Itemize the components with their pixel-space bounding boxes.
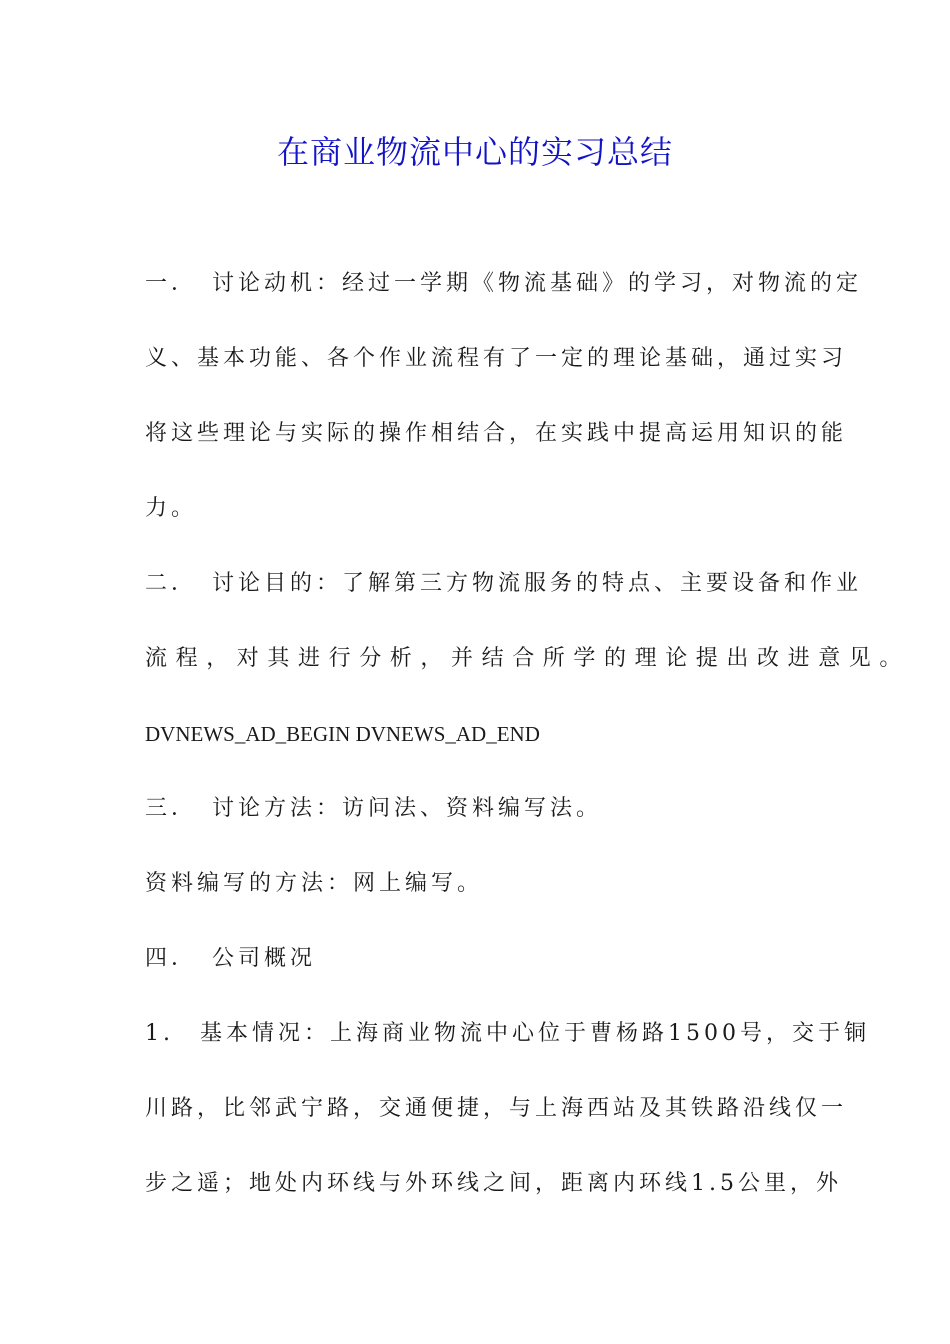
paragraph-line: 流程，对其进行分析，并结合所学的理论提出改进意见。: [145, 646, 911, 671]
paragraph-line: 资料编写的方法：网上编写。: [145, 871, 484, 896]
ad-marker-line: DVNEWS_AD_BEGIN DVNEWS_AD_END: [145, 722, 540, 746]
paragraph-line: 一． 讨论动机：经过一学期《物流基础》的学习，对物流的定: [145, 271, 863, 296]
paragraph-line: 三． 讨论方法：访问法、资料编写法。: [145, 796, 603, 821]
document-title: 在商业物流中心的实习总结: [276, 133, 673, 171]
paragraph-line: 步之遥；地处内环线与外环线之间，距离内环线1.5公里，外: [145, 1171, 842, 1196]
paragraph-line: 义、基本功能、各个作业流程有了一定的理论基础，通过实习: [145, 346, 848, 371]
section-heading: 四． 公司概况: [145, 946, 317, 971]
paragraph-line: 1. 基本情况：上海商业物流中心位于曹杨路1500号，交于铜: [145, 1021, 870, 1046]
paragraph-line: 将这些理论与实际的操作相结合，在实践中提高运用知识的能: [145, 421, 848, 446]
paragraph-line: 二． 讨论目的：了解第三方物流服务的特点、主要设备和作业: [145, 571, 863, 596]
document-body: [145, 262, 911, 1237]
paragraph-line: 力。: [145, 496, 198, 521]
paragraph-line: 川路，比邻武宁路，交通便捷，与上海西站及其铁路沿线仅一: [145, 1096, 848, 1121]
